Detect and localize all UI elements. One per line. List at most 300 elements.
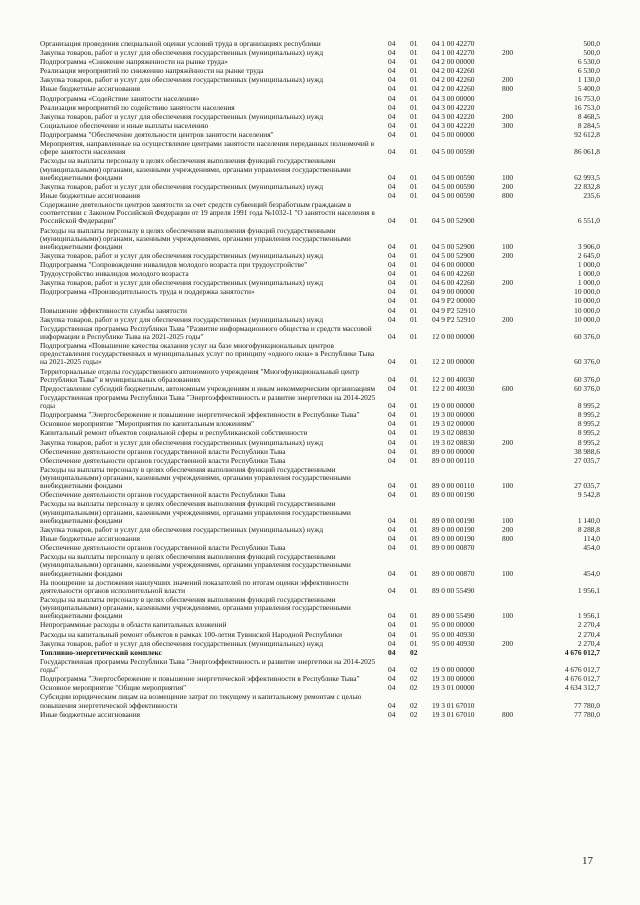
- row-subsection: 01: [410, 638, 418, 648]
- row-target-code: 19 3 02 08830: [432, 437, 475, 447]
- row-name: Закупка товаров, работ и услуг для обеспечения государственных (муниципальных) нужд: [40, 75, 324, 85]
- row-subsection: 01: [410, 437, 418, 447]
- row-name: Расходы на выплаты персоналу в целях обеспечения выполнения функций государственными (муниципальными) органами, казенными учреждениями, органами управления государственными внебюджетными фондами: [40, 594, 351, 621]
- budget-table: [40, 40, 600, 720]
- row-section: 04: [388, 647, 396, 657]
- row-subsection: 01: [410, 120, 418, 130]
- row-section: 04: [388, 534, 396, 543]
- row-name: Закупка товаров, работ и услуг для обеспечения государственных (муниципальных) нужд: [40, 314, 324, 324]
- row-amount: 1 956,1: [577, 611, 600, 621]
- table-row: [40, 40, 600, 48]
- row-amount: 1 000,0: [577, 278, 600, 288]
- row-section: 04: [388, 305, 396, 315]
- row-amount: 4 676 012,7: [564, 674, 600, 684]
- row-expense-type: 200: [502, 251, 514, 261]
- row-name: Повышение эффективности службы занятости: [40, 305, 187, 315]
- page-number: 17: [582, 855, 593, 867]
- row-target-code: 04 5 00 00590: [432, 181, 475, 191]
- table-row: [40, 157, 600, 182]
- row-target-code: 04 9 P2 00000: [432, 296, 475, 306]
- row-subsection: 01: [410, 419, 418, 429]
- row-expense-type: 200: [502, 638, 514, 648]
- row-amount: 2 645,0: [577, 251, 600, 261]
- table-row: [40, 288, 600, 296]
- row-amount: 10 000,0: [574, 287, 600, 297]
- row-target-code: 19 3 00 00000: [432, 674, 475, 684]
- table-row: [40, 640, 600, 648]
- row-target-code: 19 3 01 67010: [432, 700, 475, 710]
- row-name: Реализация мероприятий по снижению напряжённости на рынке труда: [40, 66, 264, 76]
- table-row: [40, 252, 600, 260]
- row-name: Основное мероприятие "Мероприятия по капитальным вложениям": [40, 419, 255, 429]
- row-amount: 8 288,8: [577, 524, 600, 534]
- table-row: [40, 122, 600, 130]
- row-expense-type: 200: [502, 437, 514, 447]
- row-name: Мероприятия, направленные на осуществление центрами занятости населения переданных полномочий в сфере занятости населения: [40, 139, 375, 157]
- row-subsection: 01: [410, 490, 418, 500]
- row-name: Подпрограмма «Содействие занятости населения»: [40, 93, 200, 103]
- row-amount: 6 530,0: [577, 57, 600, 67]
- table-row: [40, 279, 600, 287]
- table-row: [40, 192, 600, 200]
- row-expense-type: 100: [502, 481, 514, 491]
- row-subsection: 02: [410, 700, 418, 710]
- row-name: Иные бюджетные ассигнования: [40, 534, 141, 543]
- row-amount: 4 676 012,7: [564, 665, 600, 675]
- row-expense-type: 200: [502, 75, 514, 85]
- row-amount: 6 530,0: [577, 66, 600, 76]
- row-subsection: 01: [410, 446, 418, 456]
- table-row: [40, 307, 600, 315]
- row-subsection: 01: [410, 515, 418, 525]
- row-subsection: 01: [410, 102, 418, 112]
- row-section: 04: [388, 296, 396, 306]
- row-section: 04: [388, 111, 396, 121]
- row-expense-type: 200: [502, 181, 514, 191]
- row-target-code: 04 1 00 42270: [432, 39, 475, 48]
- row-amount: 10 000,0: [574, 305, 600, 315]
- row-subsection: 01: [410, 278, 418, 288]
- table-row: [40, 411, 600, 419]
- table-row: [40, 131, 600, 139]
- table-row: [40, 439, 600, 447]
- row-amount: 8 468,5: [577, 111, 600, 121]
- row-subsection: 01: [410, 455, 418, 465]
- table-row: [40, 596, 600, 621]
- table-row: [40, 693, 600, 709]
- row-amount: 22 832,8: [574, 181, 600, 191]
- row-target-code: 04 5 00 52900: [432, 251, 475, 261]
- row-name: Подпрограмма «Производительность труда и поддержка занятости»: [40, 287, 255, 297]
- row-target-code: 89 0 00 00110: [432, 455, 475, 465]
- row-section: 04: [388, 446, 396, 456]
- row-subsection: 01: [410, 111, 418, 121]
- table-row: [40, 368, 600, 384]
- row-target-code: 04 5 00 00590: [432, 147, 475, 157]
- row-subsection: 01: [410, 269, 418, 279]
- row-name: Обеспечение деятельности органов государственной власти Республики Тыва: [40, 446, 286, 456]
- row-subsection: 02: [410, 683, 418, 693]
- row-subsection: 02: [410, 674, 418, 684]
- row-section: 04: [388, 75, 396, 85]
- table-row: [40, 201, 600, 226]
- row-name: Обеспечение деятельности органов государственной власти Республики Тыва: [40, 543, 286, 553]
- row-target-code: 04 5 00 52900: [432, 216, 475, 226]
- row-target-code: 04 9 P2 52910: [432, 314, 475, 324]
- row-section: 04: [388, 57, 396, 67]
- row-subsection: 01: [410, 428, 418, 438]
- row-amount: 62 993,5: [574, 172, 600, 182]
- row-amount: 8 284,5: [577, 120, 600, 130]
- row-amount: 114,0: [583, 534, 600, 543]
- row-target-code: 19 0 00 00000: [432, 401, 475, 411]
- row-amount: 8 995,2: [577, 428, 600, 438]
- row-section: 04: [388, 84, 396, 94]
- row-section: 04: [388, 374, 396, 384]
- row-name: Закупка товаров, работ и услуг для обеспечения государственных (муниципальных) нужд: [40, 437, 324, 447]
- row-section: 04: [388, 543, 396, 553]
- row-subsection: 01: [410, 543, 418, 553]
- row-amount: 500,0: [583, 48, 600, 58]
- row-expense-type: 100: [502, 172, 514, 182]
- row-section: 04: [388, 251, 396, 261]
- row-expense-type: 600: [502, 383, 514, 393]
- row-target-code: 19 3 02 08830: [432, 428, 475, 438]
- row-amount: 9 542,8: [577, 490, 600, 500]
- row-target-code: 04 5 00 00590: [432, 172, 475, 182]
- row-amount: 27 035,7: [574, 455, 600, 465]
- table-row: [40, 227, 600, 252]
- row-section: 04: [388, 357, 396, 367]
- row-name: Подпрограмма "Энергосбережение и повышение энергетической эффективности в Республике Тыва": [40, 674, 360, 684]
- row-expense-type: 300: [502, 120, 514, 130]
- row-amount: 454,0: [583, 568, 600, 578]
- row-section: 04: [388, 190, 396, 200]
- table-row: [40, 491, 600, 499]
- row-target-code: 89 0 00 00110: [432, 481, 475, 491]
- row-section: 04: [388, 585, 396, 595]
- row-name: Расходы на выплаты персоналу в целях обеспечения выполнения функций государственными (муниципальными) органами, казенными учреждениями, органами управления государственными внебюджетными фондами: [40, 464, 351, 491]
- row-name: Капитальный ремонт объектов социальной сферы и республиканской собственности: [40, 428, 308, 438]
- row-section: 04: [388, 269, 396, 279]
- table-row: [40, 631, 600, 639]
- table-row: [40, 67, 600, 75]
- row-expense-type: 200: [502, 524, 514, 534]
- row-expense-type: 100: [502, 241, 514, 251]
- row-amount: 4 634 312,7: [564, 683, 600, 693]
- row-name: Реализация мероприятий по содействию занятости населения: [40, 102, 235, 112]
- row-subsection: 01: [410, 481, 418, 491]
- row-amount: 27 035,7: [574, 481, 600, 491]
- row-amount: 8 995,2: [577, 437, 600, 447]
- row-amount: 454,0: [583, 543, 600, 553]
- row-section: 04: [388, 147, 396, 157]
- row-expense-type: 100: [502, 515, 514, 525]
- row-amount: 8 995,2: [577, 419, 600, 429]
- row-target-code: 95 0 00 00000: [432, 620, 475, 630]
- row-target-code: 12 2 00 40030: [432, 383, 475, 393]
- row-name: Иные бюджетные ассигнования: [40, 709, 141, 719]
- row-expense-type: 100: [502, 568, 514, 578]
- table-row: [40, 261, 600, 269]
- row-section: 04: [388, 278, 396, 288]
- row-name: Государственная программа Республики Тыва "Энергоэффективность и развитие энергетики на 2014-2025 годы": [40, 656, 376, 675]
- table-row: [40, 104, 600, 112]
- row-name: Закупка товаров, работ и услуг для обеспечения государственных (муниципальных) нужд: [40, 111, 324, 121]
- row-target-code: 04 2 00 00000: [432, 57, 475, 67]
- row-section: 04: [388, 455, 396, 465]
- row-name: Подпрограмма "Сопровождение инвалидов молодого возраста при трудоустройстве": [40, 260, 308, 270]
- row-target-code: 89 0 00 00190: [432, 524, 475, 534]
- row-subsection: 01: [410, 241, 418, 251]
- row-subsection: 01: [410, 620, 418, 630]
- row-subsection: 01: [410, 93, 418, 103]
- row-name: Иные бюджетные ассигнования: [40, 190, 141, 200]
- row-amount: 2 270,4: [577, 638, 600, 648]
- row-target-code: 04 3 00 42220: [432, 111, 475, 121]
- table-row: [40, 316, 600, 324]
- table-row: [40, 420, 600, 428]
- row-target-code: 89 0 00 00870: [432, 568, 475, 578]
- row-name: Содержание деятельности центров занятости за счет средств субвенций безработным гражданам в соответствии с Законом Российской Федерации от 19 апреля 1991 года №1032-1 "О занятости населения в Российской Федерации": [40, 200, 375, 226]
- row-subsection: 02: [410, 709, 418, 719]
- row-expense-type: 200: [502, 278, 514, 288]
- row-target-code: 89 0 00 55490: [432, 611, 475, 621]
- row-name: Обеспечение деятельности органов государственной власти Республики Тыва: [40, 455, 286, 465]
- row-subsection: 01: [410, 216, 418, 226]
- row-amount: 1 000,0: [577, 260, 600, 270]
- row-amount: 8 995,2: [577, 410, 600, 420]
- row-section: 04: [388, 515, 396, 525]
- row-amount: 10 000,0: [574, 314, 600, 324]
- row-target-code: 19 3 00 00000: [432, 410, 475, 420]
- row-name: Основное мероприятие "Общие мероприятия": [40, 683, 187, 693]
- row-subsection: 01: [410, 287, 418, 297]
- row-subsection: 01: [410, 629, 418, 639]
- row-name: Расходы на выплаты персоналу в целях обеспечения выполнения функций государственными (муниципальными) органами, казенными учреждениями, органами управления государственными внебюджетными фондами: [40, 156, 351, 182]
- row-amount: 1 000,0: [577, 269, 600, 279]
- row-amount: 60 376,0: [574, 374, 600, 384]
- row-name: Территориальные отделы государственного автономного учреждения "Многофункциональный центр Республики Тыва" в муниципальных образованиях: [40, 366, 360, 384]
- table-row: [40, 553, 600, 578]
- table-row: [40, 270, 600, 278]
- row-section: 04: [388, 241, 396, 251]
- table-row: [40, 448, 600, 456]
- table-row: [40, 49, 600, 57]
- row-target-code: 04 3 00 00000: [432, 93, 475, 103]
- row-section: 04: [388, 181, 396, 191]
- row-name: Подпрограмма "Энергосбережение и повышение энергетической эффективности в Республике Тыва": [40, 410, 360, 420]
- row-subsection: 01: [410, 534, 418, 543]
- row-target-code: 04 5 00 00590: [432, 190, 475, 200]
- row-target-code: 04 6 00 42260: [432, 269, 475, 279]
- row-section: 04: [388, 48, 396, 58]
- table-row: [40, 466, 600, 491]
- row-subsection: 01: [410, 39, 418, 48]
- row-name: Государственная программа Республики Тыва "Энергоэффективность и развитие энергетики на 2014-2025 годы: [40, 392, 376, 411]
- row-subsection: 01: [410, 172, 418, 182]
- row-section: 04: [388, 428, 396, 438]
- table-row: [40, 76, 600, 84]
- table-row: [40, 544, 600, 552]
- table-row: [40, 95, 600, 103]
- table-row: [40, 649, 600, 657]
- row-section: 04: [388, 683, 396, 693]
- row-name: Трудоустройство инвалидов молодого возраста: [40, 269, 189, 279]
- row-target-code: 04 6 00 00000: [432, 260, 475, 270]
- table-row: [40, 325, 600, 341]
- table-row: [40, 684, 600, 692]
- row-subsection: 01: [410, 524, 418, 534]
- row-name: Предоставление субсидий бюджетным, автономным учреждениям и иным некоммерческим организациям: [40, 383, 376, 393]
- row-target-code: 12 2 00 40030: [432, 374, 475, 384]
- row-amount: 77 780,0: [574, 709, 600, 719]
- table-row: [40, 297, 600, 305]
- row-target-code: 95 0 00 40930: [432, 638, 475, 648]
- row-target-code: 04 6 00 42260: [432, 278, 475, 288]
- row-target-code: 89 0 00 00190: [432, 515, 475, 525]
- table-row: [40, 58, 600, 66]
- table-row: [40, 500, 600, 525]
- row-amount: 60 376,0: [574, 383, 600, 393]
- row-name: Расходы на капитальный ремонт объектов в рамках 100-летия Тувинской Народной Республики: [40, 629, 343, 639]
- row-section: 04: [388, 419, 396, 429]
- row-subsection: 01: [410, 84, 418, 94]
- row-expense-type: 100: [502, 611, 514, 621]
- row-subsection: 01: [410, 401, 418, 411]
- row-amount: 16 753,0: [574, 93, 600, 103]
- row-subsection: 01: [410, 568, 418, 578]
- row-name: Государственная программа Республики Тыва "Развитие информационного общества и средств массовой информации в Республике Тыва на 2021-2025 годы": [40, 323, 372, 341]
- row-target-code: 04 5 00 00000: [432, 129, 475, 139]
- row-subsection: 01: [410, 410, 418, 420]
- row-section: 04: [388, 490, 396, 500]
- row-subsection: 02: [410, 665, 418, 675]
- table-row: [40, 621, 600, 629]
- row-amount: 8 995,2: [577, 401, 600, 411]
- row-section: 04: [388, 481, 396, 491]
- row-amount: 5 400,0: [577, 84, 600, 94]
- row-name: Подпрограмма «Повышение качества оказания услуг на базе многофункциональных центров предоставления государственных и муниципальных услуг по принципу «одного окна» в Республике Тыва на 2021-2025 годы»: [40, 341, 375, 367]
- row-name: Подпрограмма "Обеспечение деятельности центров занятости населения": [40, 129, 274, 139]
- row-amount: 4 676 012,7: [564, 647, 600, 657]
- row-section: 04: [388, 410, 396, 420]
- row-name: Расходы на выплаты персоналу в целях обеспечения выполнения функций государственными (муниципальными) органами, казенными учреждениями, органами управления государственными внебюджетными фондами: [40, 552, 351, 578]
- row-section: 04: [388, 401, 396, 411]
- row-name: Социальное обеспечение и иные выплаты населению: [40, 120, 209, 130]
- row-section: 04: [388, 709, 396, 719]
- row-amount: 10 000,0: [574, 296, 600, 306]
- row-subsection: 01: [410, 314, 418, 324]
- row-name: Организация проведения специальной оценки условий труда в организациях республики: [40, 39, 321, 48]
- row-target-code: 04 9 P2 52910: [432, 305, 475, 315]
- row-subsection: 01: [410, 374, 418, 384]
- row-name: Субсидии юридическим лицам на возмещение затрат по текущему и капитальному ремонтам с целью повышения энергетической эффективности: [40, 692, 362, 710]
- row-target-code: 04 3 00 42220: [432, 120, 475, 130]
- row-name: Расходы на выплаты персоналу в целях обеспечения выполнения функций государственными (муниципальными) органами, казенными учреждениями, органами управления государственными внебюджетными фондами: [40, 225, 351, 251]
- row-subsection: 01: [410, 251, 418, 261]
- row-section: 04: [388, 629, 396, 639]
- row-target-code: 04 3 00 42220: [432, 102, 475, 112]
- table-row: [40, 535, 600, 543]
- row-expense-type: 200: [502, 48, 514, 58]
- table-row: [40, 394, 600, 410]
- row-subsection: 01: [410, 585, 418, 595]
- row-subsection: 01: [410, 331, 418, 341]
- row-expense-type: 800: [502, 709, 514, 719]
- table-row: [40, 457, 600, 465]
- row-target-code: 19 3 02 00000: [432, 419, 475, 429]
- row-target-code: 12 2 00 00000: [432, 357, 475, 367]
- row-target-code: 89 0 00 00000: [432, 446, 475, 456]
- table-row: [40, 183, 600, 191]
- row-section: 04: [388, 638, 396, 648]
- row-target-code: 19 0 00 00000: [432, 665, 475, 675]
- row-target-code: 89 0 00 00190: [432, 534, 475, 543]
- row-subsection: 01: [410, 66, 418, 76]
- row-name: Закупка товаров, работ и услуг для обеспечения государственных (муниципальных) нужд: [40, 251, 324, 261]
- row-section: 04: [388, 287, 396, 297]
- row-amount: 60 376,0: [574, 357, 600, 367]
- row-name: Закупка товаров, работ и услуг для обеспечения государственных (муниципальных) нужд: [40, 181, 324, 191]
- row-section: 04: [388, 674, 396, 684]
- row-name: Закупка товаров, работ и услуг для обеспечения государственных (муниципальных) нужд: [40, 524, 324, 534]
- row-target-code: 04 1 00 42270: [432, 48, 475, 58]
- row-target-code: 04 5 00 52900: [432, 241, 475, 251]
- table-row: [40, 658, 600, 674]
- row-subsection: 01: [410, 305, 418, 315]
- table-row: [40, 711, 600, 719]
- row-amount: 1 130,0: [577, 75, 600, 85]
- table-row: [40, 526, 600, 534]
- row-section: 04: [388, 700, 396, 710]
- row-section: 04: [388, 129, 396, 139]
- row-target-code: 89 0 00 55490: [432, 585, 475, 595]
- table-row: [40, 579, 600, 595]
- row-section: 04: [388, 611, 396, 621]
- row-amount: 500,0: [583, 39, 600, 48]
- row-section: 04: [388, 216, 396, 226]
- table-row: [40, 675, 600, 683]
- table-row: [40, 140, 600, 156]
- row-expense-type: 800: [502, 84, 514, 94]
- row-section: 04: [388, 39, 396, 48]
- row-amount: 86 061,8: [574, 147, 600, 157]
- row-expense-type: 800: [502, 534, 514, 543]
- row-section: 04: [388, 66, 396, 76]
- table-row: [40, 429, 600, 437]
- row-target-code: 04 2 00 42260: [432, 75, 475, 85]
- row-subsection: 01: [410, 181, 418, 191]
- row-amount: 77 780,0: [574, 700, 600, 710]
- table-row: [40, 342, 600, 367]
- row-subsection: 01: [410, 296, 418, 306]
- row-amount: 235,6: [583, 190, 600, 200]
- table-row: [40, 85, 600, 93]
- row-section: 04: [388, 93, 396, 103]
- row-amount: 92 612,8: [574, 129, 600, 139]
- row-section: 04: [388, 102, 396, 112]
- table-row: [40, 385, 600, 393]
- row-section: 04: [388, 314, 396, 324]
- row-subsection: 01: [410, 129, 418, 139]
- row-subsection: 02: [410, 647, 418, 657]
- row-section: 04: [388, 620, 396, 630]
- row-target-code: 12 0 00 00000: [432, 331, 475, 341]
- row-name: Закупка товаров, работ и услуг для обеспечения государственных (муниципальных) нужд: [40, 48, 324, 58]
- row-amount: 1 956,1: [577, 585, 600, 595]
- row-name: На поощрение за достижения наилучших значений показателей по итогам оценки эффективности деятельности органов исполнительной власти: [40, 577, 349, 595]
